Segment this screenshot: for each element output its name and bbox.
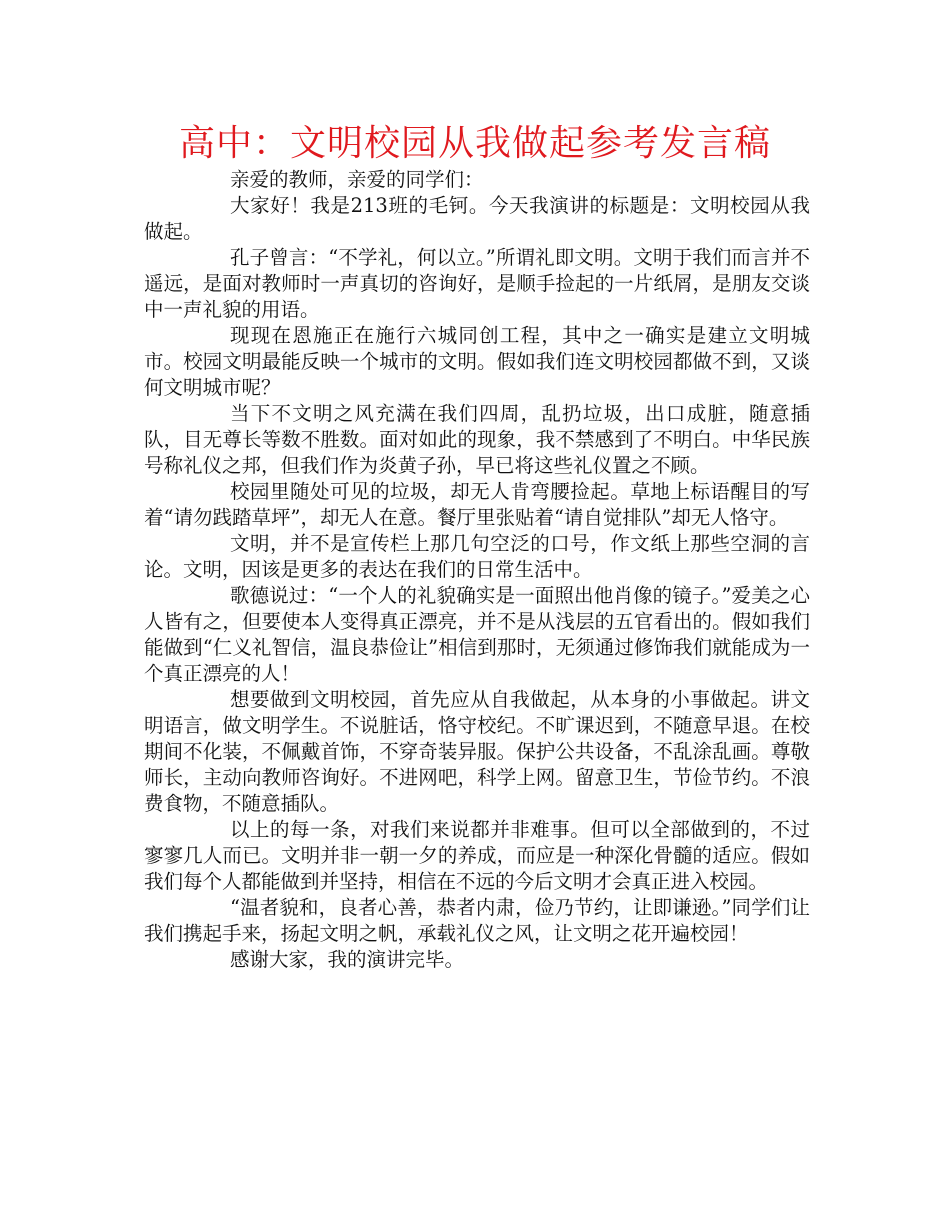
paragraph: 以上的每一条，对我们来说都并非难事。但可以全部做到的，不过寥寥几人而已。文明并非一朝一夕的养成，而应是一种深化骨髓的适应。假如我们每个人都能做到并坚持，相信在不远的今后文明才会真正进入校园。 <box>144 818 810 893</box>
paragraph: 当下不文明之风充满在我们四周，乱扔垃圾，出口成脏，随意插队，目无尊长等数不胜数。面对如此的现象，我不禁感到了不明白。中华民族号称礼仪之邦，但我们作为炎黄子孙，早已将这些礼仪置之不顾。 <box>144 402 810 477</box>
paragraph: 校园里随处可见的垃圾，却无人肯弯腰捡起。草地上标语醒目的写着“请勿践踏草坪”，却无人在意。餐厅里张贴着“请自觉排队”却无人恪守。 <box>144 480 810 529</box>
paragraph: 大家好！我是213班的毛钶。今天我演讲的标题是：文明校园从我做起。 <box>144 194 810 243</box>
paragraph: 想要做到文明校园，首先应从自我做起，从本身的小事做起。讲文明语言，做文明学生。不说脏话，恪守校纪。不旷课迟到，不随意早退。在校期间不化装，不佩戴首饰，不穿奇装异服。保护公共设备，不乱涂乱画。尊敬师长，主动向教师咨询好。不进网吧，科学上网。留意卫生，节俭节约。不浪费食物，不随意插队。 <box>144 688 810 815</box>
paragraph: 文明，并不是宣传栏上那几句空泛的口号，作文纸上那些空洞的言论。文明，因该是更多的表达在我们的日常生活中。 <box>144 532 810 581</box>
paragraph: 歌德说过：“一个人的礼貌确实是一面照出他肖像的镜子。”爱美之心人皆有之，但要使本人变得真正漂亮，并不是从浅层的五官看出的。假如我们能做到“仁义礼智信，温良恭俭让”相信到那时，无须通过修饰我们就能成为一个真正漂亮的人！ <box>144 584 810 685</box>
paragraph-closing: 感谢大家，我的演讲完毕。 <box>230 948 465 971</box>
paragraph: “温者貌和，良者心善，恭者内肃，俭乃节约，让即谦逊。”同学们让我们携起手来，扬起文明之帆，承载礼仪之风，让文明之花开遍校园！ <box>144 896 810 945</box>
paragraph: 孔子曾言：“不学礼，何以立。”所谓礼即文明。文明于我们而言并不遥远，是面对教师时一声真切的咨询好，是顺手捡起的一片纸屑，是朋友交谈中一声礼貌的用语。 <box>144 246 810 321</box>
paragraph-greeting: 亲爱的教师，亲爱的同学们： <box>230 168 484 191</box>
paragraph: 现现在恩施正在施行六城同创工程，其中之一确实是建立文明城市。校园文明最能反映一个城市的文明。假如我们连文明校园都做不到，又谈何文明城市呢？ <box>144 324 810 399</box>
document-title: 高中：文明校园从我做起参考发言稿 <box>178 123 771 164</box>
document-body <box>144 167 810 973</box>
